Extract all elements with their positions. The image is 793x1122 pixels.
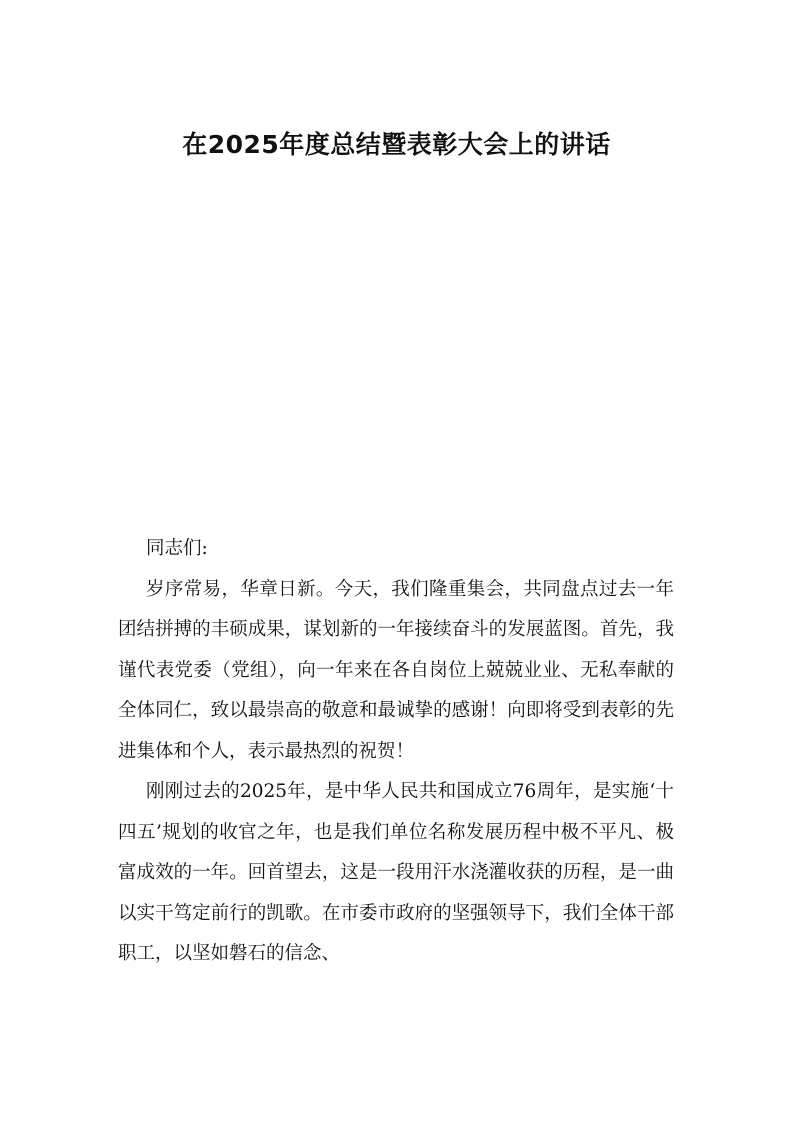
- document-title: 在2025年度总结暨表彰大会上的讲话: [182, 130, 611, 159]
- salutation: 同志们:: [146, 538, 208, 559]
- paragraph: 刚刚过去的2025年，是中华人民共和国成立76周年，是实施‘十四五’规划的收官之年，也是我们单位名称发展历程中极不平凡、极富成效的一年。回首望去，这是一段用汗水浇灌收获的历程，是一曲以实干笃定前行的凯歌。在市委市政府的坚强领导下，我们全体干部职工，以坚如磐石的信念、: [118, 781, 674, 964]
- document-body: [118, 529, 674, 975]
- paragraph: 岁序常易，华章日新。今天，我们隆重集会，共同盘点过去一年团结拼搏的丰硕成果，谋划新的一年接续奋斗的发展蓝图。首先，我谨代表党委（党组），向一年来在各自岗位上兢兢业业、无私奉献的全体同仁，致以最崇高的敬意和最诚挚的感谢！向即将受到表彰的先进集体和个人，表示最热烈的祝贺！: [118, 578, 674, 762]
